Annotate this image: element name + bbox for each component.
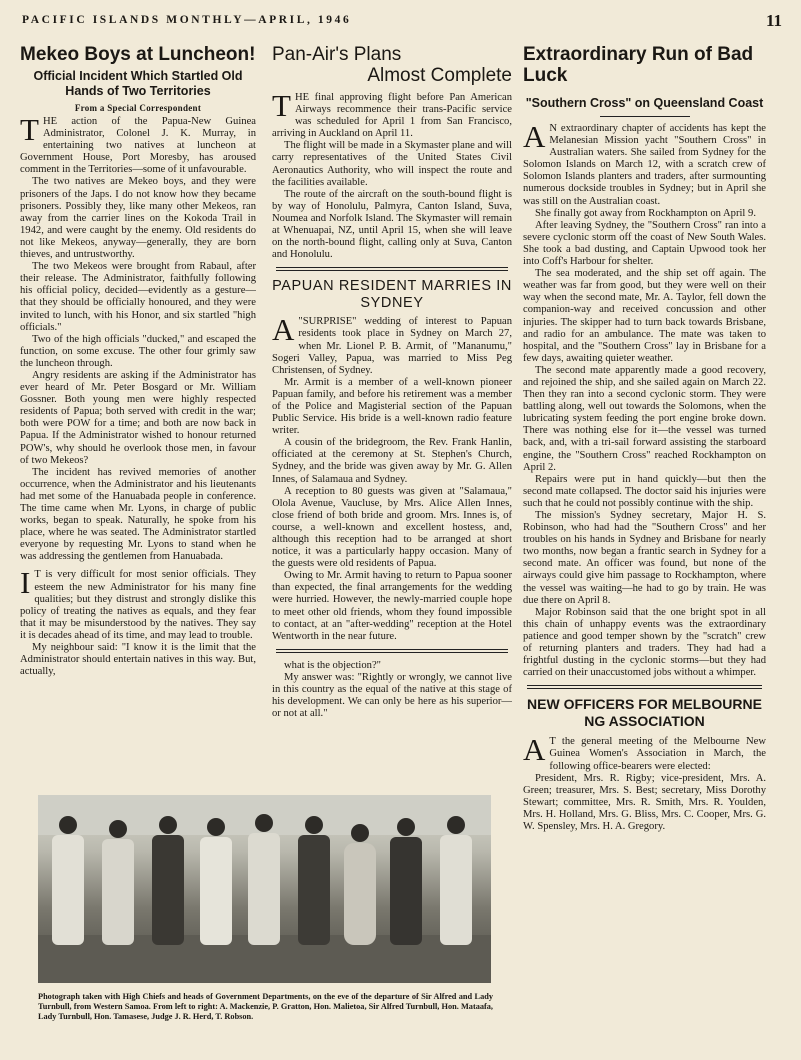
subheadline: Official Incident Which Startled Old Hands of Two Territories (33, 69, 243, 98)
divider (600, 116, 690, 117)
paragraph: My answer was: "Rightly or wrongly, we cannot live in this country as the equal of the native at this stage of his development. We can only be here as his superior—or not at all." (272, 671, 512, 720)
paragraph: A reception to 80 guests was given at "Salamaua," Olola Avenue, Vaucluse, by Mrs. Alice Allen Innes, close friend of both bride and groom. Mrs. Innes is, of course, a well-known and excellent hostess, and, although this reception had to be arranged at short notice, it was a particularly happy occasion. Many of the guests were old residents of Papua. (272, 485, 512, 570)
paragraph: The route of the aircraft on the south-bound flight is by way of Honolulu, Palmyra, Canton Island, Suva, Noumea and Norfolk Island. The Skymaster will remain at Whenuapai, NZ, until April 15, when she will leave on the north-bound flight, calling only at Suva, Canton and Honolulu. (272, 188, 512, 261)
photo-caption: Photograph taken with High Chiefs and heads of Government Departments, on the eve of the departure of Sir Alfred and Lady Turnbull, from Western Samoa. From left to right: A. Mackenzie, P. Gratton, Hon. Malietoa, Sir Alfred Turnbull, Hon. Mataafa, Lady Turnbull, Hon. Tamasese, Judge J. R. Herd, T. Robson. (38, 992, 493, 1021)
drop-cap: T (20, 112, 39, 147)
paragraph: I T is very difficult for most senior officials. They esteem the new Administrator for his many fine qualities; but they distrust and strongly dislike this policy of treating the natives as equals, and they fear that it may be misunderstood by the natives. They say it is decades ahead of its time, and may lead to trouble. (20, 565, 256, 641)
byline: From a Special Correspondent (74, 103, 202, 113)
paragraph: After leaving Sydney, the "Southern Cross" ran into a severe cyclonic storm off the coast of New South Wales. She took a bad dusting, and Captain Upwood took her into Coff's Harbour for shelter. (523, 219, 766, 268)
group-photograph (38, 795, 491, 983)
section-divider (276, 267, 508, 271)
article-mekeo-boys (20, 44, 256, 784)
drop-cap: T (272, 88, 291, 123)
paragraph: President, Mrs. R. Rigby; vice-president, Mrs. A. Green; treasurer, Mrs. S. Best; secretary, Miss Dorothy Stewart; committee, Mrs. R. Smith, Mrs. R. Youlden, Mrs. H. Holland, Mrs. G. Bliss, Mrs. C. Cooper, Mrs. G. W. Spensley, Mrs. H. A. Gregory. (523, 772, 766, 832)
section-divider (527, 685, 762, 689)
paragraph: THE final approving flight before Pan American Airways recommence their trans-Pacific service was scheduled for April 1 from San Francisco, arriving in Auckland on April 11. (272, 88, 512, 140)
paragraph: Owing to Mr. Armit having to return to Papua sooner than expected, the final arrangements for the wedding were hurried. However, the newly-married couple hope to meet other old friends, whom they found impossible to contact, at an "after-wedding" reception at the Hotel Wentworth in the near future. (272, 570, 512, 642)
section-headline: NEW OFFICERS FOR MELBOURNE NG ASSOCIATION (527, 696, 762, 730)
paragraph: The incident has revived memories of another occurrence, when the Administrator and his lieutenants had met some of the Hanuabada people in conference. The time came when Mr. Lyons, in charge of public works, began to speak. Naturally, he spoke from his place, where he was seated. The Administrator startled everyone by requesting Mr. Lyons to stand when he was addressing the gentlemen from Hanuabada. (20, 466, 256, 563)
paragraph: The mission's Sydney secretary, Major H. S. Robinson, who had had the "Southern Cross" and her troubles on his hands in Sydney and Brisbane for nearly two months, now began a frantic search in Sydney for a second mate. An officer was found, but none of the airways could give him passage to Rockhampton, where the vessel was waiting—he had to go by train. He was due there on April 8. (523, 510, 766, 606)
paragraph: My neighbour said: "I know it is the limit that the Administrator should entertain natives in this way. But, actually, (20, 642, 256, 678)
masthead: PACIFIC ISLANDS MONTHLY—APRIL, 1946 (22, 14, 352, 26)
paragraph: The flight will be made in a Skymaster plane and will carry representatives of the United States Civil Aeronautics Authority, who will inspect the route and the facilities available. (272, 140, 512, 188)
headline-line-2: Almost Complete (367, 65, 512, 86)
article-pan-air (272, 44, 512, 784)
paragraph: The two natives are Mekeo boys, and they were prisoners of the Japs. I do not know how they became prisoners. Possibly they, like many other Mekeos, ran away from the carrier lines on the Kokoda Trail in 1942, and were caught by the enemy. Old residents do not like Mekeos, anyway—generally, they are born thieves, and untrustworthy. (20, 176, 256, 261)
paragraph: Two of the high officials "ducked," and escaped the function, on some excuse. The other four grimly saw the luncheon through. (20, 333, 256, 369)
headline-line-1: Pan-Air's Plans (272, 44, 402, 65)
paragraph: A "SURPRISE" wedding of interest to Papuan residents took place in Sydney on March 27, when Mr. Lionel P. B. Armit, of "Mananumu," Sogeri Valley, Papua, was married to Miss Peg Christensen, of Sydney. (272, 312, 512, 376)
paragraph: The sea moderated, and the ship set off again. The weather was far from good, but they were well on their way when the second mate, Mr. A. Taylor, fell down the companion-way and received concussion and other injuries. The skipper had to turn back towards Brisbane, and radio for an ambulance. The mate was taken to hospital, and the "Southern Cross" lay in Brisbane for a few days, awaiting quieter weather. (523, 268, 766, 364)
paragraph: She finally got away from Rockhampton on April 9. (535, 207, 756, 219)
paragraph: A T the general meeting of the Melbourne New Guinea Women's Association in March, the following office-bearers were elected: (523, 732, 766, 772)
paragraph: A N extraordinary chapter of accidents has kept the Melanesian Mission yacht "Southern Cross" in Australian waters. She sailed from Sydney for the Solomon Islands on March 12, with a scratch crew of Solomon Islands planters and traders, after surmounting numerous dockside troubles in Sydney; but in April she was still on the Australian coast. (523, 119, 766, 207)
photo-figures (38, 795, 491, 983)
page-number: 11 (765, 11, 782, 30)
paragraph: what is the objection?" (284, 659, 381, 671)
paragraph: Repairs were put in hand quickly—but then the second mate collapsed. The doctor said his injuries were such that he could not possibly continue with the ship. (523, 473, 766, 509)
subheadline: "Southern Cross" on Queensland Coast (525, 96, 764, 110)
headline: Mekeo Boys at Luncheon! (20, 44, 256, 65)
drop-cap: A (272, 312, 295, 348)
paragraph: THE action of the Papua-New Guinea Administrator, Colonel J. K. Murray, in entertaining two natives at luncheon at Government House, Port Moresby, has aroused comment in the Territories—some of it unfavourable. (20, 112, 256, 176)
article-southern-cross (523, 44, 766, 1044)
page-header (22, 11, 782, 32)
paragraph: Mr. Armit is a member of a well-known pioneer Papuan family, and before his retirement was a member of the Police and Magisterial section of the Papuan Public Service. His bride is a well-known radio feature writer. (272, 376, 512, 437)
paragraph: A cousin of the bridegroom, the Rev. Frank Hanlin, officiated at the ceremony at St. Stephen's Church, Sydney, and the bride was given away by Mr. G. Allen Innes, of Salamaua and Sydney. (272, 437, 512, 485)
paragraph: The second mate apparently made a good recovery, and rejoined the ship, and she sailed again on March 22. Then they ran into a second cyclonic storm. They were battling along, well out towards the Solomons, when the lubricating system feeding the port engine broke down. There was nothing else for it—the vessel was turned back, and, with a tri-sail forward assisting the starboard engine, the "Southern Cross" reached Rockhampton on April 2. (523, 364, 766, 473)
section-headline: PAPUAN RESIDENT MARRIES IN SYDNEY (272, 278, 512, 312)
drop-cap: A (523, 119, 546, 154)
paragraph: Major Robinson said that the one bright spot in all this chain of unhappy events was the extraordinary patience and good temper shown by the "scratch" crew of returning planters and traders. They had had a frightful dusting in the cyclonic storms—but they had carried on their unaccustomed jobs without a whimper. (523, 606, 766, 679)
paragraph: Angry residents are asking if the Administrator has ever heard of Mr. Peter Bosgard or Mr. William Gossner. Both young men were highly respected residents of Papua; both served with credit in the war; both were POW for a time; and both are now back in Papua. If the Administrator wished to honour returned POW's, why should he overlook those men, in favour of two Mekeos? (20, 369, 256, 466)
drop-cap: I (20, 565, 31, 601)
paragraph: The two Mekeos were brought from Rabaul, after their release. The Administrator, faithfully following his official policy, decided—evidently as a gesture—that they should be officially honoured, and they were invited to lunch, with his Honor, and six startled "high officials." (20, 261, 256, 333)
headline: Extraordinary Run of Bad Luck (523, 44, 754, 86)
drop-cap: A (523, 732, 546, 768)
section-divider (276, 649, 508, 653)
